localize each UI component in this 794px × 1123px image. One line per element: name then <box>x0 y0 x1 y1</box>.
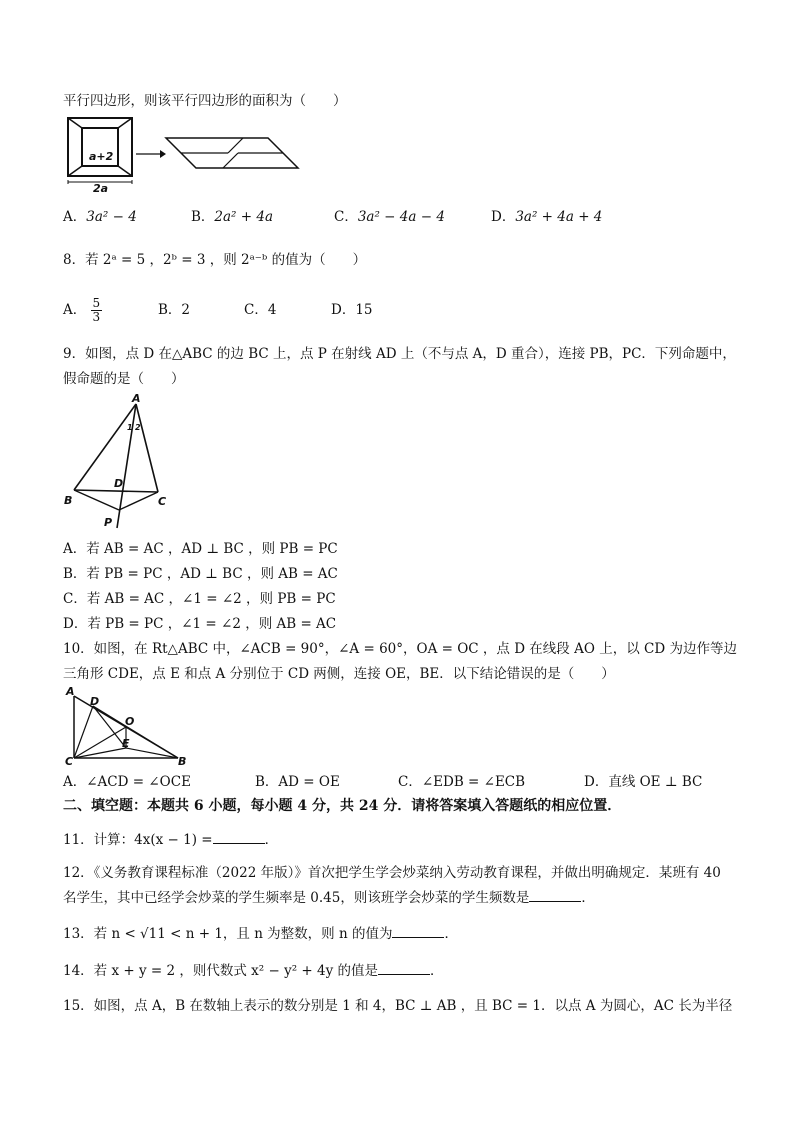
q10-option-d: D．直线 OE ⊥ BC <box>584 774 703 790</box>
q10-figure <box>62 686 192 766</box>
q10-stem-line1: 10．如图，在 Rt△ABC 中，∠ACB = 90°，∠A = 60°，OA = OC ，点 D 在线段 AO 上，以 CD 为边作等边 <box>63 641 737 657</box>
q8-option-b: B．2 <box>158 302 191 318</box>
svg-text:E: E <box>122 737 130 750</box>
q9-option-d: D．若 PB = PC ，∠1 = ∠2 ，则 AB = AC <box>63 616 337 632</box>
svg-text:P: P <box>104 516 113 529</box>
q7-option-a: A．3a² − 4 <box>63 209 137 225</box>
q7-option-c: C．3a² − 4a − 4 <box>334 209 445 225</box>
svg-text:D: D <box>90 695 100 708</box>
q12-line1: 12．《义务教育课程标准（2022 年版）》首次把学生学会炒菜纳入劳动教育课程，并做出明确规定．某班有 40 <box>63 865 721 881</box>
q8-option-c: C．4 <box>244 302 277 318</box>
fraction: $\frac{5}{3}$ <box>92 296 101 324</box>
q7-option-b: B．2a² + 4a <box>191 209 274 225</box>
svg-text:2: 2 <box>135 423 141 432</box>
arrow-head <box>160 150 166 158</box>
q10-stem-line2: 三角形 CDE，点 E 和点 A 分别位于 CD 两侧，连接 OE，BE．以下结论错误的是（ ） <box>63 666 615 682</box>
q9-option-b: B．若 PB = PC ，AD ⊥ BC ，则 AB = AC <box>63 566 338 582</box>
q14: 14．若 x + y = 2 ，则代数式 x² − y² + 4y 的值是 ． <box>63 963 444 979</box>
svg-text:A: A <box>66 686 75 698</box>
svg-text:O: O <box>125 715 135 728</box>
outer-label: 2a <box>93 182 109 194</box>
q8-option-a: A． $\frac{5}{3}$ <box>63 296 101 324</box>
q9-option-a: A．若 AB = AC ，AD ⊥ BC ，则 PB = PC <box>63 541 338 557</box>
q11: 11．计算：4x(x − 1) = ． <box>63 832 279 848</box>
q10-option-b: B．AD = OE <box>255 774 340 790</box>
svg-text:A: A <box>132 392 141 405</box>
answer-blank <box>378 962 430 975</box>
section-heading: 二、填空题：本题共 6 小题，每小题 4 分，共 24 分．请将答案填入答题纸的相应位置． <box>63 798 622 814</box>
svg-text:D: D <box>114 477 124 490</box>
q7-figure <box>62 114 312 194</box>
answer-blank <box>392 925 444 938</box>
answer-blank <box>213 831 265 844</box>
svg-text:1: 1 <box>127 423 133 432</box>
svg-text:C: C <box>65 755 74 766</box>
svg-text:B: B <box>178 755 187 766</box>
inner-label: a+2 <box>89 150 114 163</box>
answer-blank <box>529 889 581 902</box>
q12-line2: 名学生，其中已经学会炒菜的学生频率是 0.45，则该班学会炒菜的学生频数是 ． <box>63 890 595 906</box>
q8-stem: 8．若 2ᵃ = 5 ，2ᵇ = 3 ，则 2ᵃ⁻ᵇ 的值为（ ） <box>63 252 367 268</box>
q9-stem-line1: 9．如图，点 D 在△ABC 的边 BC 上，点 P 在射线 AD 上（不与点 A，D 重合），连接 PB，PC．下列命题中， <box>63 346 736 362</box>
q10-option-c: C．∠EDB = ∠ECB <box>398 774 526 790</box>
q7-stem: 平行四边形，则该平行四边形的面积为（ ） <box>63 93 347 109</box>
q15-line1: 15．如图，点 A，B 在数轴上表示的数分别是 1 和 4，BC ⊥ AB ，且 BC = 1．以点 A 为圆心，AC 长为半径 <box>63 998 733 1014</box>
svg-text:B: B <box>64 494 73 507</box>
q13: 13．若 n < √11 < n + 1，且 n 为整数，则 n 的值为 ． <box>63 926 458 942</box>
q8-option-d: D．15 <box>331 302 373 318</box>
q9-option-c: C．若 AB = AC ，∠1 = ∠2 ，则 PB = PC <box>63 591 336 607</box>
q10-option-a: A．∠ACD = ∠OCE <box>63 774 191 790</box>
svg-text:C: C <box>158 495 167 508</box>
q7-option-d: D．3a² + 4a + 4 <box>491 209 603 225</box>
outer-square <box>68 118 132 176</box>
q9-stem-line2: 假命题的是（ ） <box>63 371 185 387</box>
q9-figure <box>62 392 182 532</box>
